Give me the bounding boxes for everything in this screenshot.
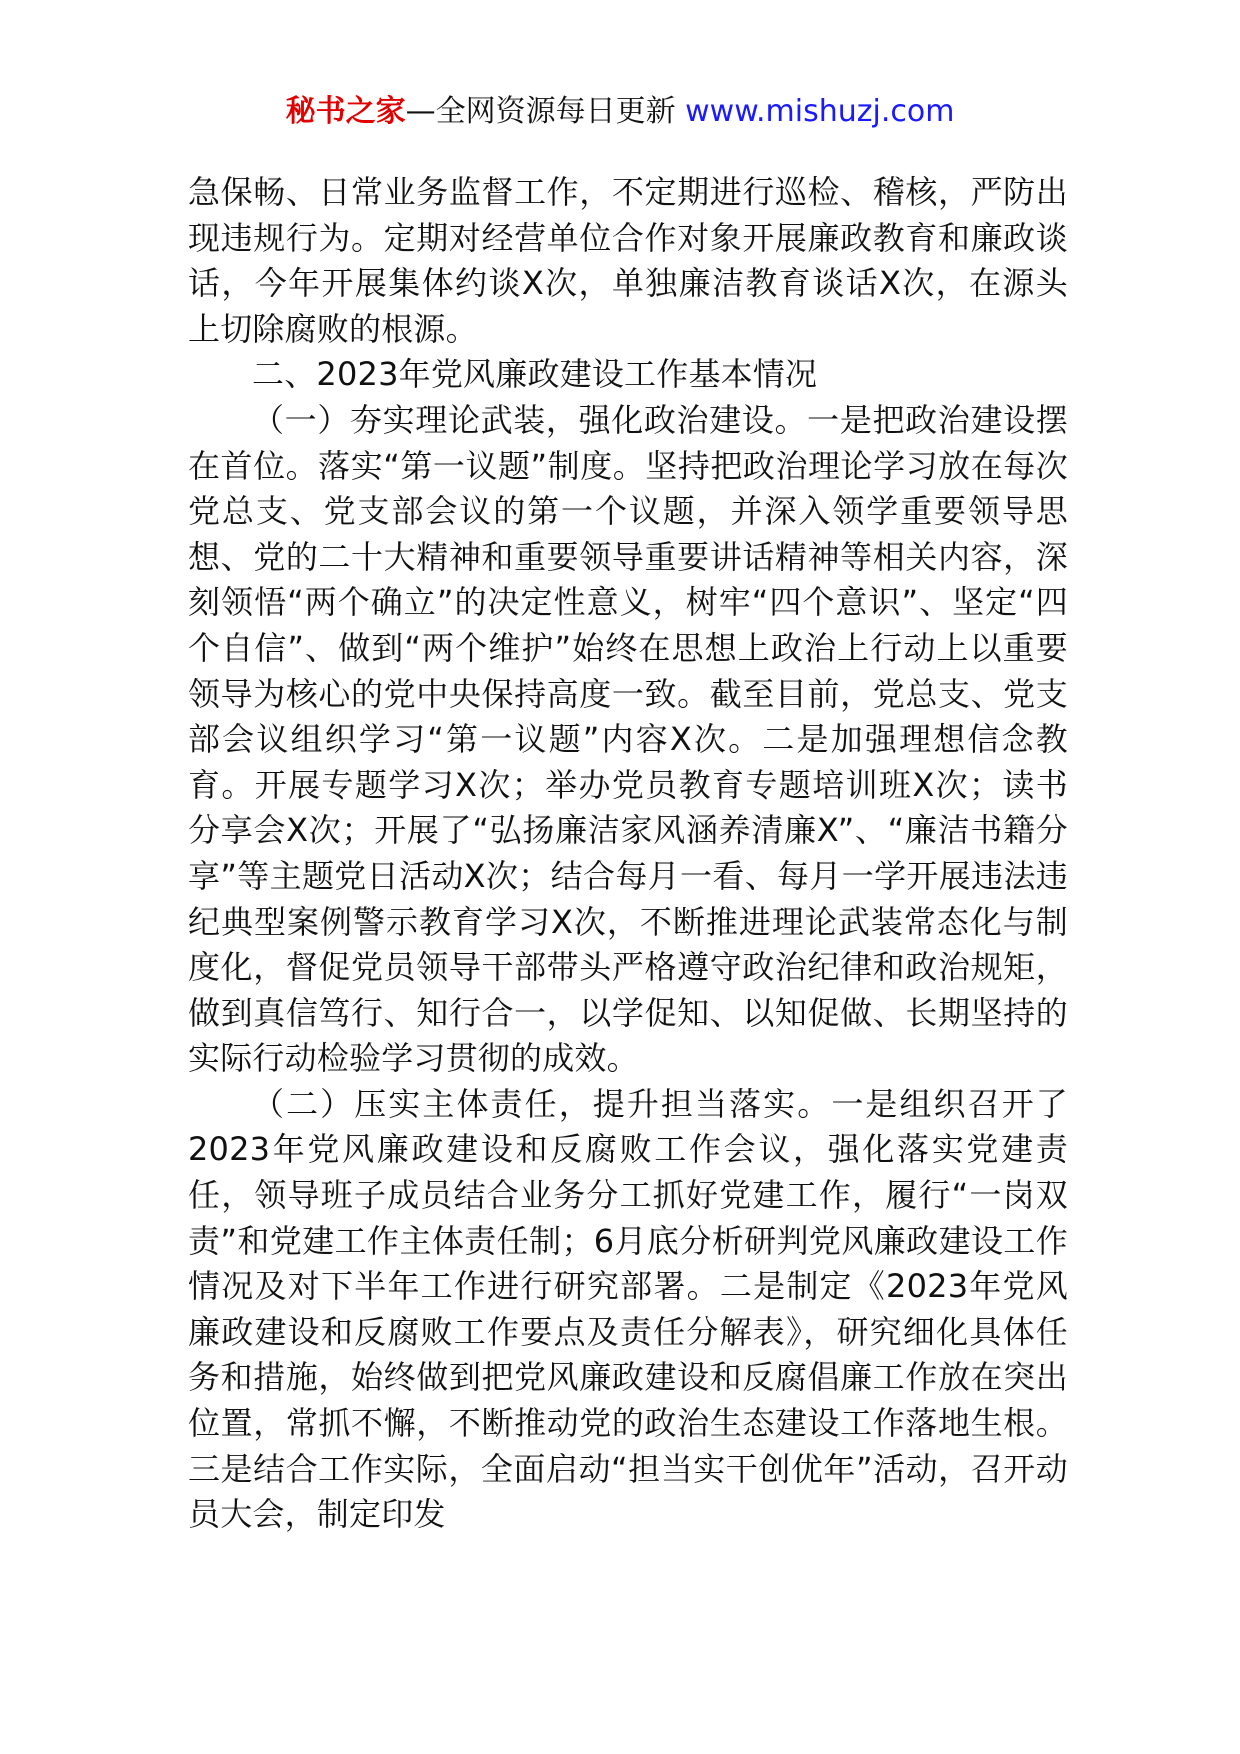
paragraph-theory-armament: （一）夯实理论武装，强化政治建设。一是把政治建设摆在首位。落实“第一议题”制度。坚持把政治理论学习放在每次党总支、党支部会议的第一个议题，并深入领学重要领导思想、党的二十大精神和重要领导重要讲话精神等相关内容，深刻领悟“两个确立”的决定性意义，树牢“四个意识”、坚定“四个自信”、做到“两个维护”始终在思想上政治上行动上以重要领导为核心的党中央保持高度一致。截至目前，党总支、党支部会议组织学习“第一议题”内容X次。二是加强理想信念教育。开展专题学习X次；举办党员教育专题培训班X次；读书分享会X次；开展了“弘扬廉洁家风涵养清廉X”、“廉洁书籍分享”等主题党日活动X次；结合每月一看、每月一学开展违法违纪典型案例警示教育学习X次，不断推进理论武装常态化与制度化，督促党员领导干部带头严格遵守政治纪律和政治规矩，做到真信笃行、知行合一，以学促知、以知促做、长期坚持的实际行动检验学习贯彻的成效。 [188,400,1068,1078]
document-body [188,170,1068,1538]
header-tagline: —全网资源每日更新 [405,94,676,129]
brand-name: 秘书之家 [285,94,406,129]
watermark-header [0,92,1240,132]
section-heading: 二、2023年党风廉政建设工作基本情况 [252,355,818,394]
paragraph-main-responsibility: （二）压实主体责任，提升担当落实。一是组织召开了2023年党风廉政建设和反腐败工作会议，强化落实党建责任，领导班子成员结合业务分工抓好党建工作，履行“一岗双责”和党建工作主体责任制；6月底分析研判党风廉政建设工作情况及对下半年工作进行研究部署。二是制定《2023年党风廉政建设和反腐败工作要点及责任分解表》，研究细化具体任务和措施，始终做到把党风廉政建设和反腐倡廉工作放在突出位置，常抓不懈，不断推动党的政治生态建设工作落地生根。三是结合工作实际，全面启动“担当实干创优年”活动，召开动员大会，制定印发 [188,1084,1068,1534]
paragraph-continuation: 急保畅、日常业务监督工作，不定期进行巡检、稽核，严防出现违规行为。定期对经营单位合作对象开展廉政教育和廉政谈话，今年开展集体约谈X次，单独廉洁教育谈话X次，在源头上切除腐败的根源。 [188,173,1068,348]
header-url[interactable]: www.mishuzj.com [685,94,955,129]
